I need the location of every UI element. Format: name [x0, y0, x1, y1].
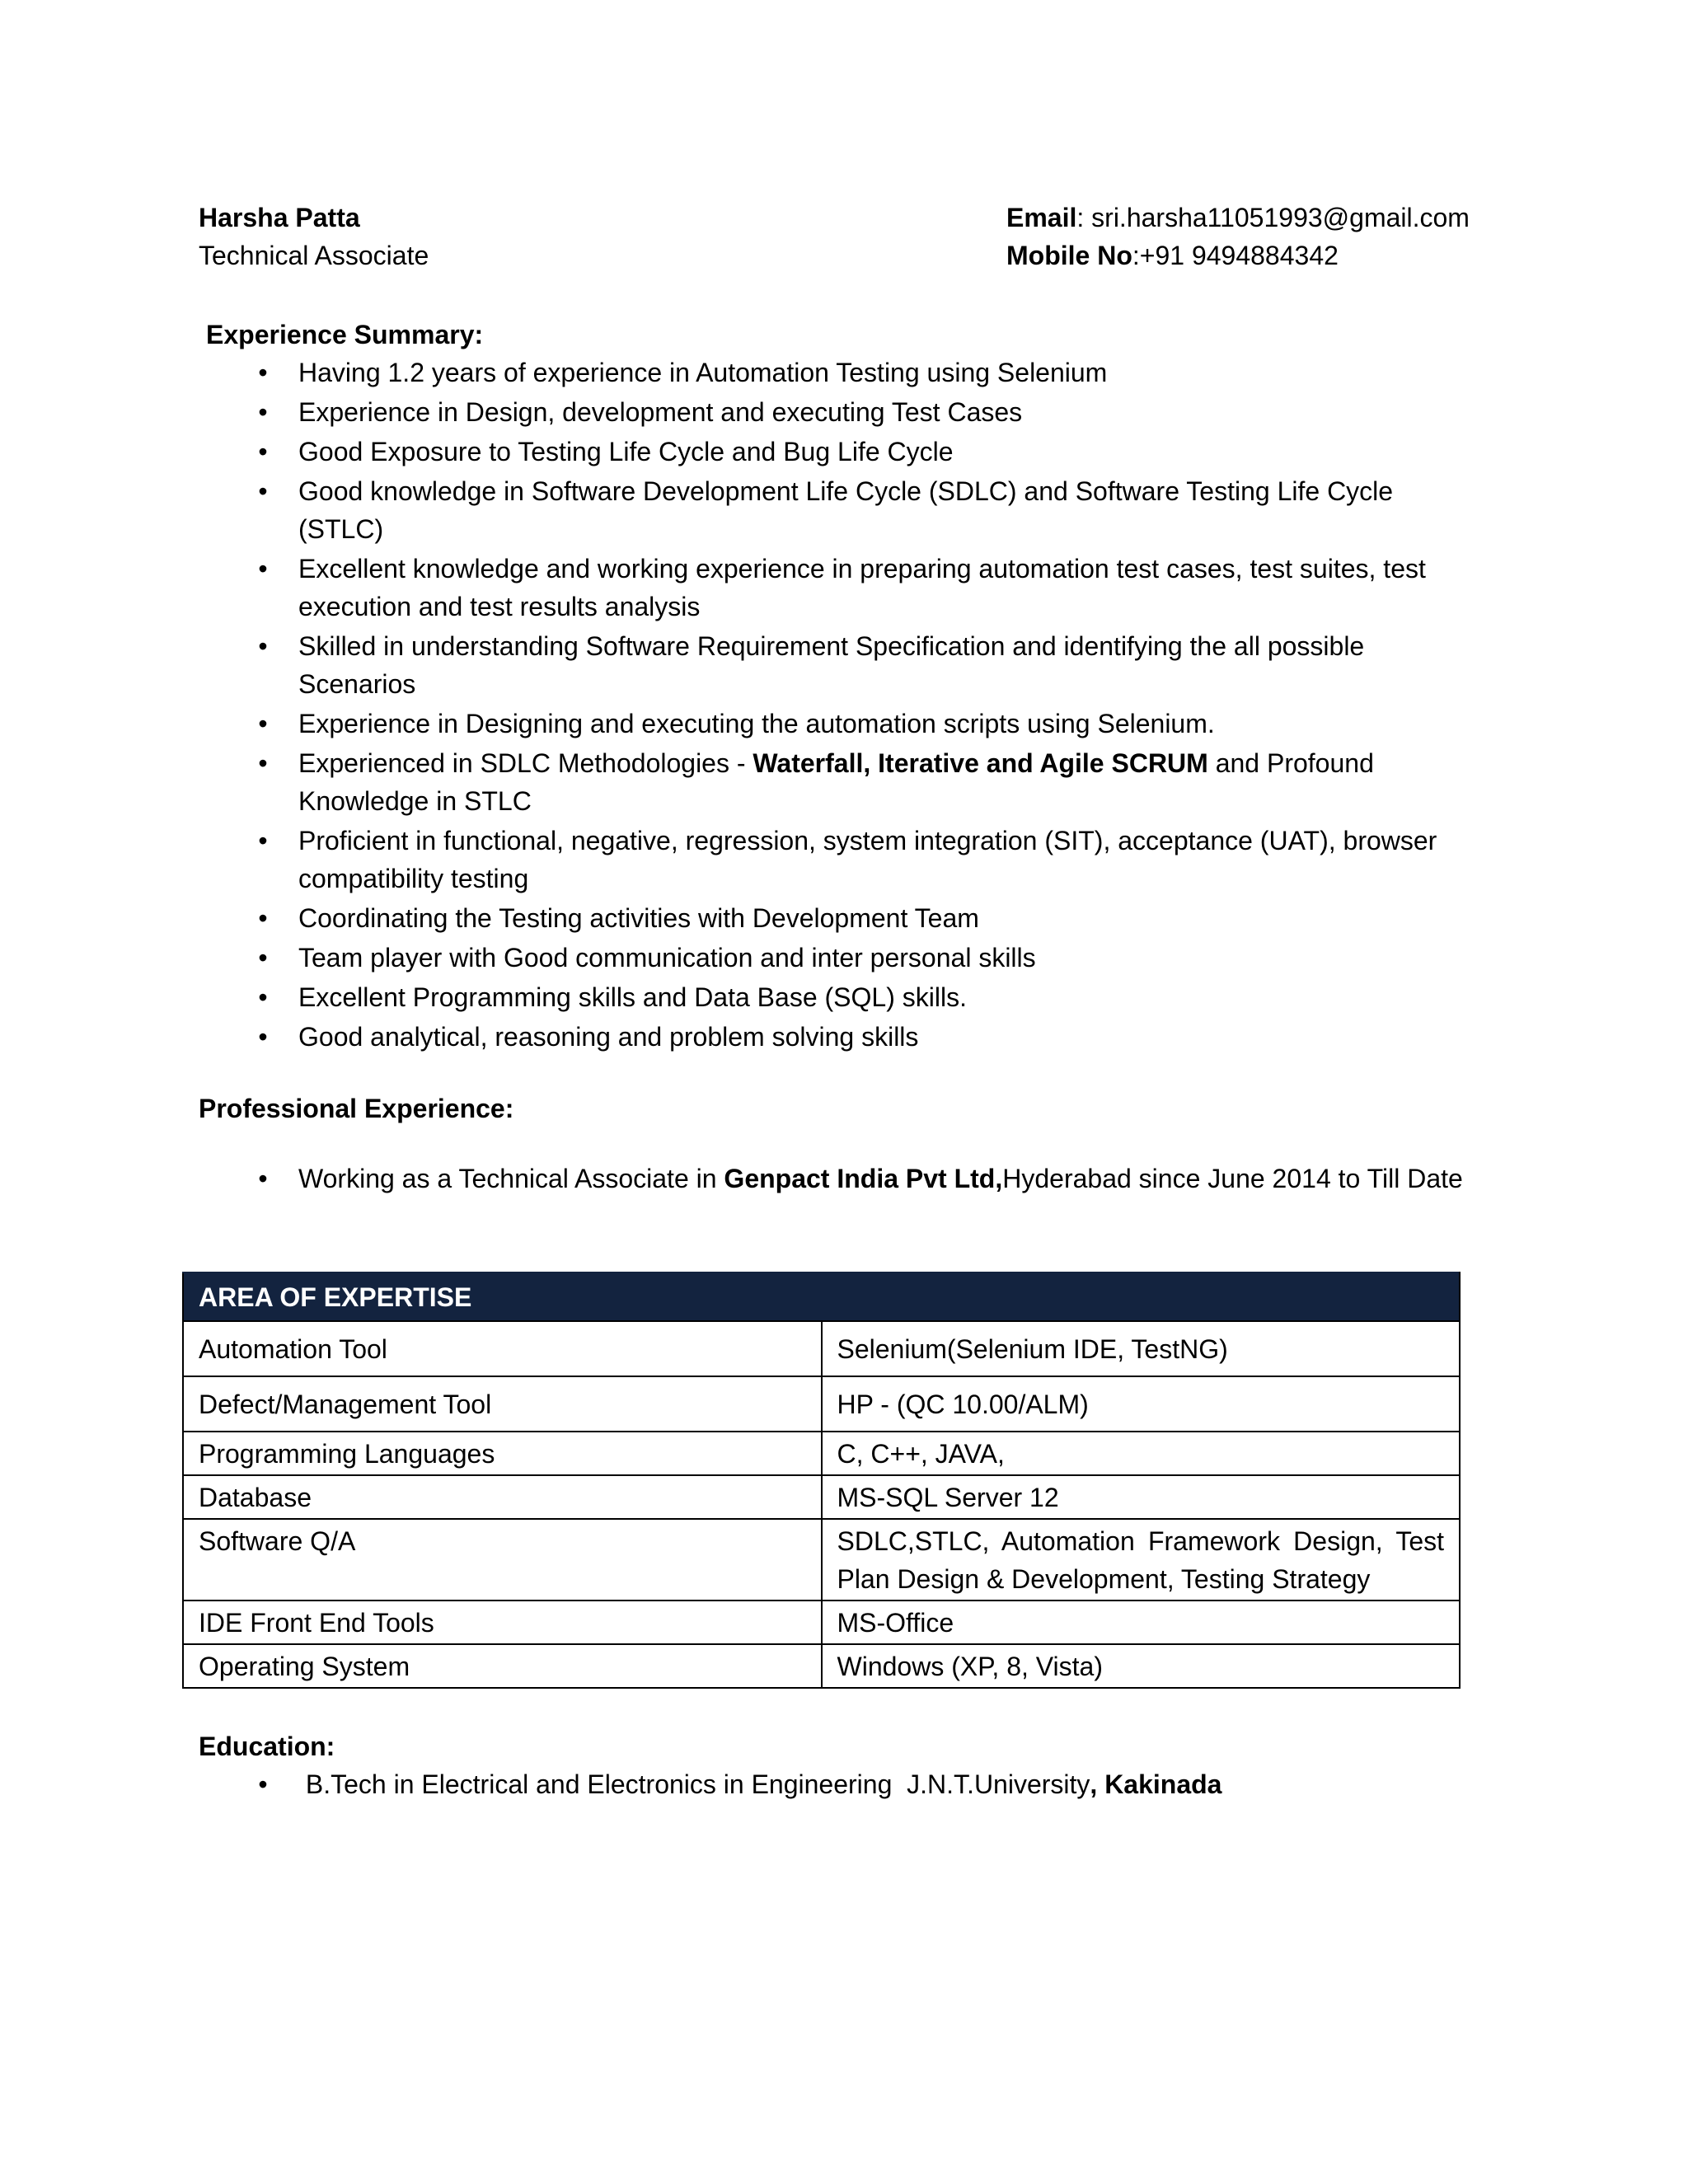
bullet-icon: • — [258, 437, 268, 466]
table-cell-label: Operating System — [183, 1644, 822, 1688]
list-item: • Proficient in functional, negative, regression, system integration (SIT), acceptance (UAT), browser compatibility testing — [199, 822, 1468, 898]
experience-summary-list — [199, 354, 1468, 1056]
table-cell-value: C, C++, JAVA, — [822, 1432, 1461, 1475]
table-cell-label: Defect/Management Tool — [183, 1376, 822, 1432]
table-cell-label: Programming Languages — [183, 1432, 822, 1475]
list-item: • Good analytical, reasoning and problem solving skills — [199, 1018, 1468, 1056]
education-heading: Education: — [199, 1732, 335, 1761]
bullet-icon: • — [258, 1164, 268, 1193]
table-cell-label: Automation Tool — [183, 1321, 822, 1376]
education-list — [199, 1765, 1468, 1803]
list-item: • Good Exposure to Testing Life Cycle and Bug Life Cycle — [199, 433, 1468, 471]
bullet-icon: • — [258, 397, 268, 427]
bullet-icon: • — [258, 358, 268, 387]
list-item: • Experience in Design, development and executing Test Cases — [199, 393, 1468, 431]
table-row — [183, 1644, 1460, 1688]
expertise-heading: AREA OF EXPERTISE — [183, 1272, 1460, 1321]
list-item: • B.Tech in Electrical and Electronics in Engineering J.N.T.University, Kakinada — [199, 1765, 1468, 1803]
mobile-label: Mobile No — [1006, 241, 1132, 270]
email-value: : sri.harsha11051993@gmail.com — [1076, 203, 1470, 232]
list-item: • Experience in Designing and executing the automation scripts using Selenium. — [199, 705, 1468, 743]
list-item: • Working as a Technical Associate in Genpact India Pvt Ltd,Hyderabad since June 2014 to Till Date — [199, 1160, 1468, 1197]
mobile-value: :+91 9494884342 — [1132, 241, 1339, 270]
bullet-icon: • — [258, 1022, 268, 1052]
table-cell-value: HP - (QC 10.00/ALM) — [822, 1376, 1461, 1432]
mobile-line — [1006, 237, 1339, 274]
table-cell-value: Selenium(Selenium IDE, TestNG) — [822, 1321, 1461, 1376]
expertise-table — [182, 1272, 1461, 1689]
table-row — [183, 1376, 1460, 1432]
list-item: • Excellent Programming skills and Data Base (SQL) skills. — [199, 978, 1468, 1016]
professional-experience-list — [199, 1160, 1468, 1197]
table-cell-value: SDLC,STLC, Automation Framework Design, Test Plan Design & Development, Testing Strategy — [822, 1519, 1461, 1601]
table-cell-label: IDE Front End Tools — [183, 1601, 822, 1644]
email-label: Email — [1006, 203, 1077, 232]
table-row — [183, 1321, 1460, 1376]
table-row — [183, 1519, 1460, 1601]
table-cell-value: MS-Office — [822, 1601, 1461, 1644]
list-item: • Good knowledge in Software Development Life Cycle (SDLC) and Software Testing Life Cycle (STLC) — [199, 472, 1468, 548]
bullet-icon: • — [258, 631, 268, 661]
bullet-icon: • — [258, 943, 268, 972]
list-item: • Excellent knowledge and working experience in preparing automation test cases, test suites, test execution and test results analysis — [199, 550, 1468, 626]
list-item: • Having 1.2 years of experience in Automation Testing using Selenium — [199, 354, 1468, 391]
experience-summary-heading: Experience Summary: — [206, 320, 484, 349]
list-item: • Team player with Good communication and inter personal skills — [199, 939, 1468, 977]
bullet-icon: • — [258, 826, 268, 855]
bullet-icon: • — [258, 1769, 268, 1799]
bullet-icon: • — [258, 709, 268, 738]
table-row — [183, 1432, 1460, 1475]
table-header-row — [183, 1272, 1460, 1321]
professional-experience-heading: Professional Experience: — [199, 1094, 514, 1123]
bullet-icon: • — [258, 748, 268, 778]
table-cell-value: MS-SQL Server 12 — [822, 1475, 1461, 1519]
list-item: • Experienced in SDLC Methodologies - Waterfall, Iterative and Agile SCRUM and Profound Knowledge in STLC — [199, 744, 1468, 820]
table-cell-label: Software Q/A — [183, 1519, 822, 1601]
table-cell-label: Database — [183, 1475, 822, 1519]
bullet-icon: • — [258, 982, 268, 1012]
candidate-title: Technical Associate — [199, 241, 429, 270]
table-row — [183, 1475, 1460, 1519]
bullet-icon: • — [258, 903, 268, 933]
candidate-name: Harsha Patta — [199, 203, 360, 232]
table-cell-value: Windows (XP, 8, Vista) — [822, 1644, 1461, 1688]
bullet-icon: • — [258, 554, 268, 583]
list-item: • Skilled in understanding Software Requirement Specification and identifying the all possible Scenarios — [199, 627, 1468, 703]
email-line — [1006, 199, 1470, 237]
table-row — [183, 1601, 1460, 1644]
bullet-icon: • — [258, 476, 268, 506]
list-item: • Coordinating the Testing activities with Development Team — [199, 899, 1468, 937]
